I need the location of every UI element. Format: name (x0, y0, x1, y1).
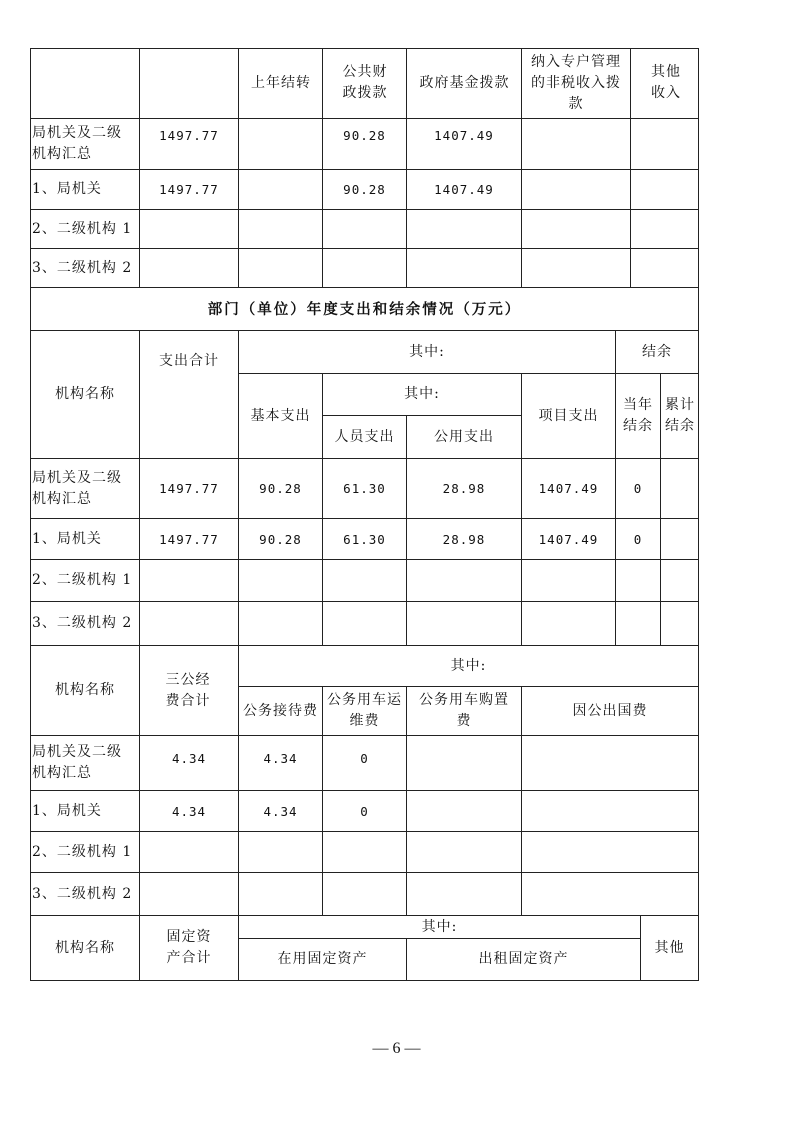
budget-sheet (30, 48, 699, 981)
header-of-which: 其中: (450, 657, 487, 674)
cell-total: 4.34 (171, 803, 207, 819)
header-basic: 基本支出 (250, 407, 311, 424)
header-reception: 公务接待费 (243, 702, 318, 719)
cell-current-balance: 0 (633, 531, 643, 547)
cell-personnel: 61.30 (343, 481, 386, 496)
cell-vehicle-op: 0 (360, 803, 369, 819)
cell-gov-fund: 1407.49 (434, 127, 494, 143)
row-org-name: 局机关及二级机构汇总 (32, 744, 122, 781)
cell-total: 1497.77 (159, 531, 219, 547)
rule (322, 48, 323, 287)
header-of-which: 其中: (409, 343, 445, 360)
header-public-use: 公用支出 (434, 428, 494, 445)
cell-gov-fund: 1407.49 (434, 182, 494, 197)
cell-project: 1407.49 (538, 481, 599, 496)
row-org-name: 2、二级机构 1 (32, 572, 133, 588)
cell-basic: 90.28 (259, 481, 302, 496)
header-other: 其他 (654, 939, 685, 956)
cell-total: 4.34 (171, 750, 207, 766)
header-carryover: 上年结转 (251, 74, 311, 91)
section-title: 部门（单位）年度支出和结余情况（万元） (207, 300, 522, 318)
cell-total: 1497.77 (159, 127, 219, 143)
page-number: — 6 — (372, 1040, 421, 1057)
header-personnel: 人员支出 (334, 428, 395, 445)
header-of-which-sub: 其中: (404, 386, 440, 402)
header-of-which: 其中: (421, 918, 458, 935)
rule (698, 48, 699, 981)
row-org-name: 局机关及二级机构汇总 (32, 125, 122, 162)
header-gov-fund: 政府基金拨款 (419, 74, 510, 91)
header-other-income: 其他收入 (651, 64, 681, 101)
cell-public-use: 28.98 (442, 531, 486, 547)
header-public-fiscal: 公共财政拨款 (342, 64, 388, 101)
header-three-public-total: 三公经费合计 (165, 672, 211, 709)
header-current-year: 当年结余 (623, 397, 653, 434)
row-org-name: 3、二级机构 2 (32, 885, 133, 902)
row-org-name: 3、二级机构 2 (32, 259, 133, 276)
row-org-name: 2、二级机构 1 (32, 220, 133, 237)
cell-project: 1407.49 (538, 531, 599, 547)
cell-total: 1497.77 (159, 182, 219, 197)
rule (139, 915, 140, 981)
cell-basic: 90.28 (259, 531, 302, 547)
row-org-name: 1、局机关 (32, 181, 102, 197)
rule (630, 48, 631, 287)
rule (30, 48, 699, 49)
cell-current-balance: 0 (633, 481, 643, 496)
header-in-use: 在用固定资产 (277, 951, 368, 967)
header-vehicle-op: 公务用车运维费 (327, 692, 402, 729)
cell-reception: 4.34 (263, 803, 298, 819)
rule (30, 980, 699, 981)
row-org-name: 1、局机关 (32, 530, 102, 547)
header-project: 项目支出 (538, 407, 599, 424)
cell-public-fiscal: 90.28 (343, 182, 386, 197)
header-vehicle-buy: 公务用车购置费 (419, 692, 509, 729)
row-org-name: 2、二级机构 1 (32, 843, 133, 860)
rule (238, 48, 239, 287)
header-org-name: 机构名称 (55, 386, 115, 402)
rule (139, 645, 140, 915)
row-org-name: 局机关及二级机构汇总 (32, 470, 122, 507)
rule (521, 48, 522, 287)
header-cumulative: 累计结余 (665, 397, 695, 434)
header-abroad: 因公出国费 (572, 702, 648, 719)
rule (660, 373, 661, 645)
header-expense-total: 支出合计 (159, 352, 219, 369)
header-non-tax: 纳入专户管理的非税收入拨款 (531, 53, 621, 112)
header-fixed-asset-total: 固定资产合计 (166, 929, 212, 966)
rule (406, 48, 407, 287)
header-org-name: 机构名称 (55, 939, 115, 956)
row-org-name: 3、二级机构 2 (32, 615, 133, 631)
cell-total: 1497.77 (159, 481, 219, 496)
header-rented: 出租固定资产 (478, 951, 569, 967)
header-org-name: 机构名称 (55, 682, 115, 698)
header-balance: 结余 (642, 343, 672, 360)
cell-public-fiscal: 90.28 (343, 127, 386, 143)
cell-vehicle-op: 0 (360, 750, 369, 766)
cell-reception: 4.34 (263, 750, 298, 766)
cell-personnel: 61.30 (343, 531, 386, 547)
rule (406, 686, 407, 915)
rule (139, 48, 140, 287)
row-org-name: 1、局机关 (32, 802, 102, 819)
rule (30, 118, 699, 119)
cell-public-use: 28.98 (442, 481, 486, 496)
